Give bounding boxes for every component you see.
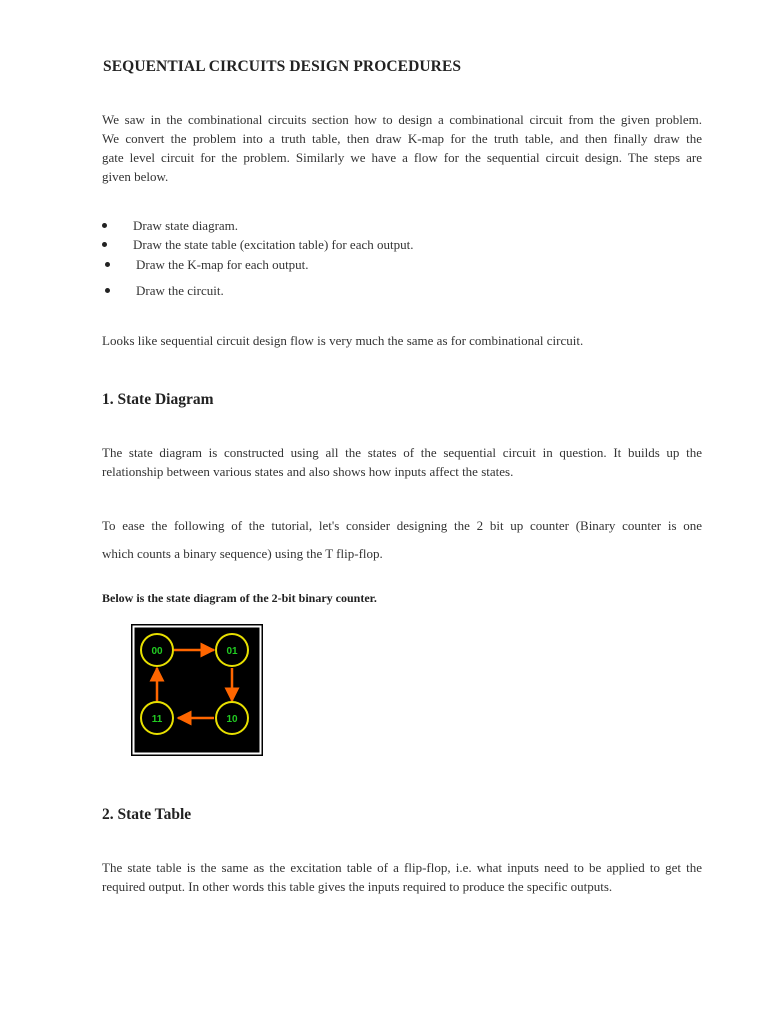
section-heading-state-diagram: 1. State Diagram — [102, 391, 214, 408]
paragraph-line: The state diagram is constructed using all the states of the sequential circuit in question. It builds up the — [102, 445, 702, 460]
intro-line: gate level circuit for the problem. Similarly we have a flow for the sequential circuit design. The steps are — [102, 150, 702, 165]
state-node-01 — [216, 634, 248, 666]
state-node-10 — [216, 702, 248, 734]
bullet-icon — [105, 262, 110, 267]
step-text: Draw state diagram. — [133, 218, 239, 233]
paragraph-line: The state table is the same as the excitation table of a flip-flop, i.e. what inputs need to be applied to get the — [102, 860, 702, 875]
state-node-11 — [141, 702, 173, 734]
counter-paragraph — [102, 512, 702, 568]
state-label: 10 — [226, 714, 238, 725]
intro-paragraph — [102, 110, 702, 186]
flow-note: Looks like sequential circuit design flow is very much the same as for combinational circuit. — [102, 333, 584, 348]
bullet-icon — [102, 223, 107, 228]
page-title: SEQUENTIAL CIRCUITS DESIGN PROCEDURES — [103, 58, 462, 75]
step-text: Draw the circuit. — [136, 283, 224, 298]
diagram-caption: Below is the state diagram of the 2-bit binary counter. — [102, 591, 377, 605]
section-heading-state-table: 2. State Table — [102, 806, 192, 823]
state-diagram — [131, 624, 263, 756]
bullet-icon — [102, 242, 107, 247]
intro-line: We saw in the combinational circuits section how to design a combinational circuit from the given problem. — [102, 112, 702, 127]
intro-line: We convert the problem into a truth table, then draw K-map for the truth table, and then finally draw the — [102, 131, 702, 146]
state-table-paragraph — [102, 858, 702, 896]
bullet-icon — [105, 288, 110, 293]
paragraph-line: which counts a binary sequence) using the T flip-flop. — [102, 546, 383, 561]
step-text: Draw the K-map for each output. — [136, 257, 309, 272]
state-diagram-paragraph — [102, 443, 702, 481]
intro-line: given below. — [102, 169, 169, 184]
paragraph-line: To ease the following of the tutorial, let's consider designing the 2 bit up counter (Binary counter is one — [102, 518, 702, 533]
paragraph-line: required output. In other words this table gives the inputs required to produce the specific outputs. — [102, 879, 613, 894]
paragraph-line: relationship between various states and also shows how inputs affect the states. — [102, 464, 514, 479]
state-label: 00 — [151, 646, 163, 657]
state-label: 11 — [151, 714, 163, 725]
state-label: 01 — [226, 646, 238, 657]
state-node-00 — [141, 634, 173, 666]
step-text: Draw the state table (excitation table) for each output. — [133, 237, 414, 252]
